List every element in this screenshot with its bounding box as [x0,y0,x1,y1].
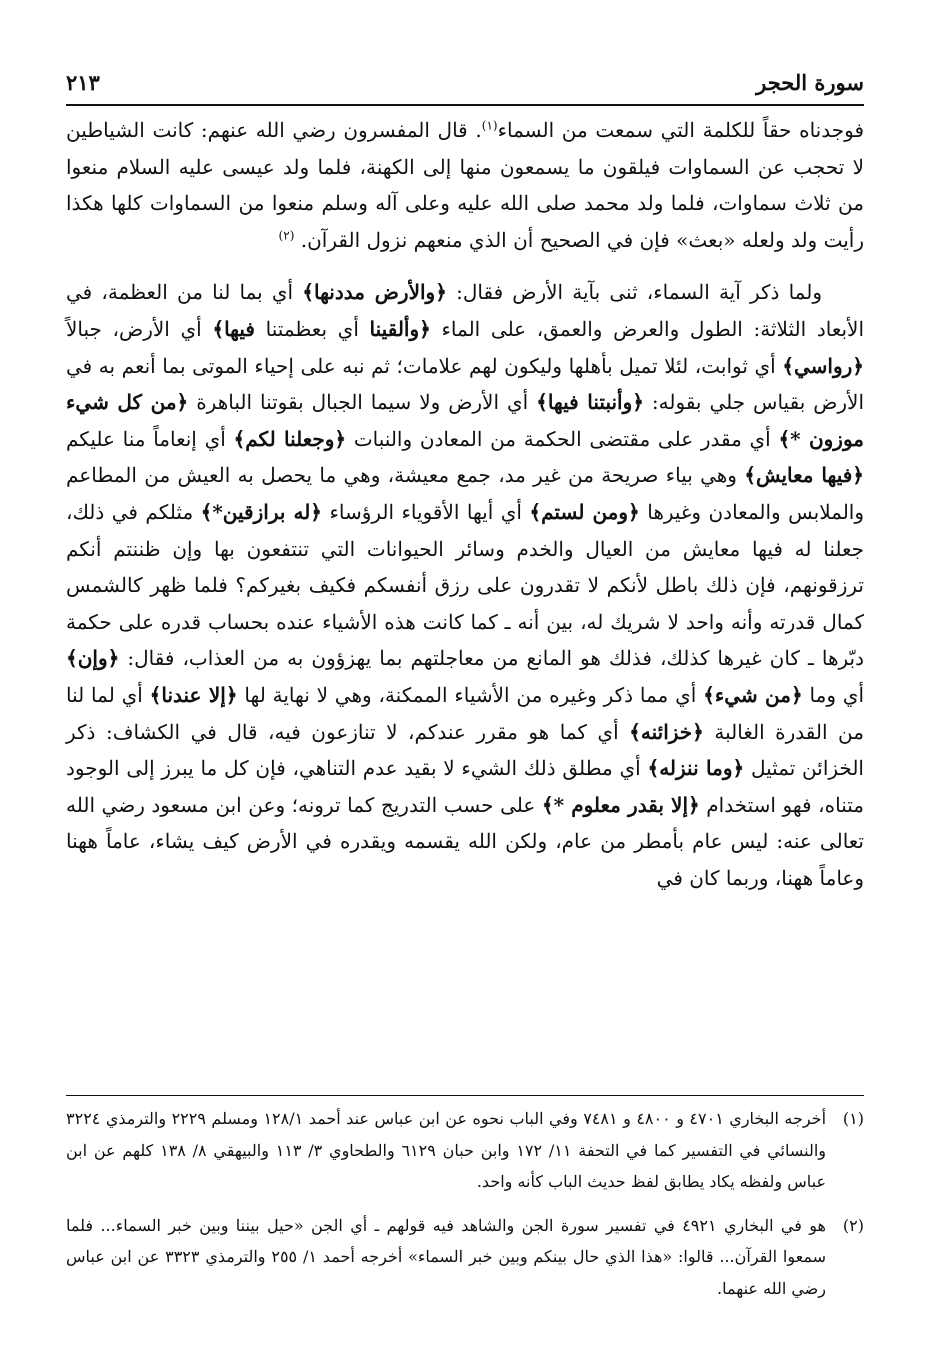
text-span: أي مقدر على مقتضى الحكمة من المعادن والنبات [346,426,779,451]
text-span: أي وما [802,682,865,707]
text-span: أي ثوابت، لئلا تميل بأهلها وليكون لهم علامات؛ ثم نبه على إحياء الموتى بما أنعم به في الأرض بقياس جلي بقوله: [66,353,865,415]
quran-quote: ﴿خزائنه﴾ [629,719,704,744]
quran-quote: ﴿رواسي﴾ [782,353,864,378]
paragraph-2 [66,274,864,896]
footnote-text: هو في البخاري ٤٩٢١ في تفسير سورة الجن والشاهد فيه قولهم ـ أي الجن «حيل بيننا وبين خبر السماء... فلما سمعوا القرآن... قالوا: «هذا الذي حال بينكم وبين خبر السماء» أخرجه أحمد ١/ ٢٥٥ والترمذي ٣٣٢٣ عن ابن عباس رضي الله عنهما. [66,1215,826,1298]
page-header [66,68,864,102]
page-number: ٢١٣ [66,70,100,95]
footnote-number: (١) [842,1109,864,1128]
main-text [66,112,864,896]
text-span: مثلكم في ذلك، جعلنا له فيها معايش من العيال والخدم وسائر الحيوانات التي تنتفعون بها وإن ظننتم أنكم ترزقونهم، فإن ذلك باطل لأنكم لا تقدرون على رزق أنفسكم فكيف بغيركم؟ فلما ظهر كالشمس كمال قدرته وأنه واحد لا شريك له، بين أنه ـ كما كانت هذه الأشياء عنده بحساب قدره على حكمة دبّرها ـ كان غيرها كذلك، فذلك هو المانع من معاجلتهم بما يهزؤون به من العذاب، فقال: [66,499,864,671]
quran-quote: ﴿وجعلنا لكم﴾ [233,426,347,451]
quran-quote: ﴿والأرض مددنها﴾ [302,280,447,305]
text-span: على حسب التدريج كما ترونه؛ وعن ابن مسعود رضي الله تعالى عنه: ليس عام بأمطر من عام، ولكن الله يقسمه ويقدره في الأرض كيف يشاء، عاماً ههنا وعاماً ههنا، وربما كان في [66,792,864,890]
text-span: أي مطلق ذلك الشيء لا بقيد عدم التناهي، فإن كل ما يبرز إلى الوجود متناه، فهو استخدام [66,756,864,817]
text-span: أي الأرض ولا سيما الجبال بقوتنا الباهرة [188,390,537,415]
footnote-ref-2: (٢) [278,228,295,243]
text-span: أي الأرض، جبالاً [66,316,213,341]
footnote-2 [66,1210,864,1305]
text-span: أي كما هو مقرر عندكم، لا تنازعون فيه، قال في الكشاف: ذكر الخزائن تمثيل [66,719,864,781]
quran-quote: ﴿من كل شيء موزون *﴾ [66,390,864,451]
text-span: أي بعظمتنا [255,316,370,341]
quran-quote: ﴿وما ننزله﴾ [647,756,745,781]
header-rule [66,104,864,106]
footnote-1 [66,1103,864,1198]
quran-quote: ﴿له برازقين*﴾ [200,499,323,524]
footnote-ref-1: (١) [481,118,498,133]
text-span: أي بما لنا من العظمة، في الأبعاد الثلاثة: الطول والعرض والعمق، على الماء [66,280,864,341]
quran-quote: فيها﴾ [212,316,255,341]
text-span: أي إنعاماً منا عليكم [66,426,234,451]
quran-quote: ﴿إلا بقدر معلوم *﴾ [541,792,700,817]
quran-quote: ﴿ومن لستم﴾ [529,499,640,524]
text-span: أي مما ذكر وغيره من الأشياء الممكنة، وهي لا نهاية لها [237,682,704,707]
footnote-text: أخرجه البخاري ٤٧٠١ و ٤٨٠٠ و ٧٤٨١ وفي الباب نحوه عن ابن عباس عند أحمد ١٢٨/١ ومسلم ٢٢٢٩ والترمذي ٣٢٢٤ والنسائي في التفسير كما في التحفة ١١/ ١٧٢ وابن حبان ٦١٢٩ والطحاوي ٣/ ١١٣ والبيهقي ٨/ ١٣٨ كلهم عن ابن عباس ولفظه يكاد يطابق لفظ حديث الباب كأنه واحد. [66,1109,827,1191]
text-span: وهي بياء صريحة من غير مد، جمع معيشة، وهي ما يحصل به العيش من المطاعم والملابس والمعادن وغيرها [66,463,865,524]
quran-quote: ﴿إلا عندنا﴾ [149,682,238,707]
paragraph-1 [66,112,864,258]
para1-text-b: . قال المفسرون رضي الله عنهم: كانت الشياطين لا تحجب عن السماوات فيلقون ما يسمعون منها إلى الكهنة، فلما ولد عيسى عليه السلام منعوا من ثلاث سماوات، فلما ولد محمد صلى الله عليه وعلى آله وسلم منعوا من السماوات كلها هكذا رأيت ولد ولعله «بعث» فإن في الصحيح أن الذي منعهم نزول القرآن. [66,118,864,252]
quran-quote: ﴿وأنبتنا فيها﴾ [536,390,644,415]
footnote-number: (٢) [842,1215,864,1235]
footnote-rule [66,1095,864,1096]
text-span: أي أيها الأقوياء الرؤساء [322,499,530,524]
text-span: ولما ذكر آية السماء، ثنى بآية الأرض فقال: [446,280,823,305]
quran-quote: ﴿وإن﴾ [66,646,120,671]
quran-quote: ﴿وألقينا [369,316,431,341]
quran-quote: ﴿فيها معايش﴾ [744,463,865,488]
surah-title: سورة الحجر [756,70,864,95]
quran-quote: ﴿من شيء﴾ [703,682,803,707]
para1-text-a: فوجدناه حقاً للكلمة التي سمعت من السماء [497,118,865,142]
footnotes [66,1103,864,1316]
text-span: أي لما لنا من القدرة الغالبة [66,682,864,744]
